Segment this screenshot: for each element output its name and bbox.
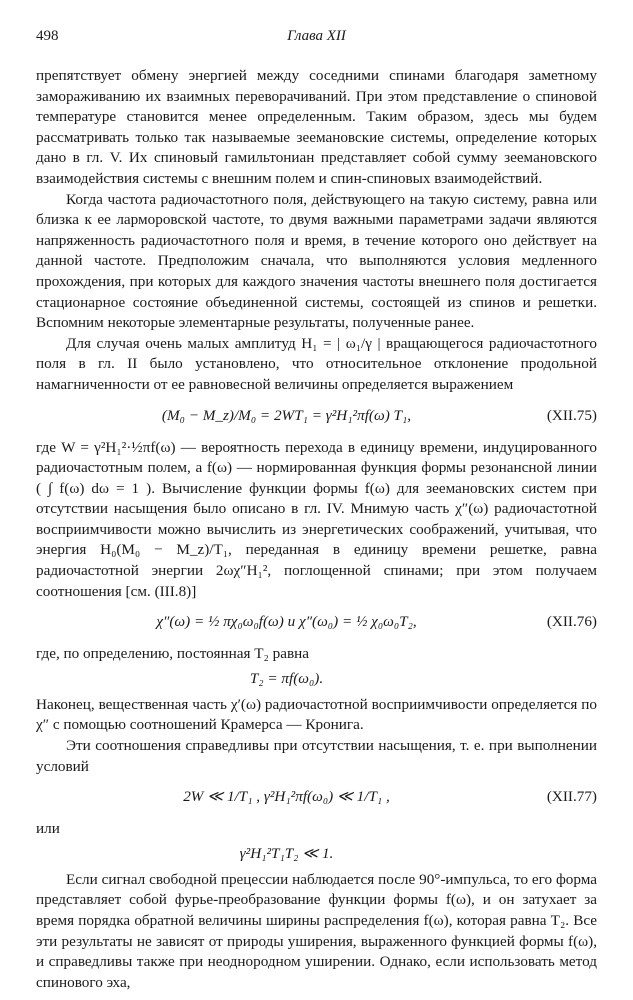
equation-body: T₂ = πf(ω₀). [249,669,324,687]
equation-number: (XII.76) [546,613,597,631]
equation-xii-77 [36,777,597,819]
paragraph-7: Эти соотношения справедливы при отсутствии насыщения, т. е. при выполнении условий [36,737,597,775]
equation-number: (XII.75) [546,406,597,424]
chapter-title: Глава XII [287,28,346,44]
paragraph-2: Когда частота радиочастотного поля, действующего на такую систему, равна или близка к ее ларморовской частоте, то двумя важными параметрами задачи являются напряженность радиочастотного поля и время, в течение которого оно действует на данной частоте. Предположим сначала, что выполняются условия медленного прохождения, при которых для каждого значения частоты внешнего поля достигается стационарное состояние объединенной системы, состоящей из спинов и решетки. Вспомним некоторые элементарные результаты, полученные ранее. [36,190,597,332]
paragraph-6: Наконец, вещественная часть χ′(ω) радиочастотной восприимчивости определяется по χ″ с помощью соотношений Крамерса — Кронига. [36,695,597,734]
paragraph-9: Если сигнал свободной прецессии наблюдается после 90°-импульса, то его форма представляет собой фурье-преобразование функции формы f(ω), и он затухает за время порядка обратной величины ширины распределения f(ω), которая равна T₂. Все эти результаты не зависят от природы уширения, выраженного функцией формы f(ω), и справедливы также при неоднородном уширении. Однако, если использовать метод спинового эха, [36,870,597,991]
equation-body: γ²H₁²T₁T₂ ≪ 1. [239,844,334,862]
paragraph-8: или [36,820,60,838]
paragraph-4: где W = γ²H₁²·½πf(ω) — вероятность перехода в единицу времени, индуцированного радиочастотным полем, а f(ω) — нормированная функция формы резонансной линии ( ∫ f(ω) dω = 1 ). Вычисление функции формы f(ω) для зеемановских систем при отсутствии насыщения было описано в гл. IV. Мнимую часть χ″(ω) радиочастотной восприимчивости можно вычислить из энергетических соображений, учитывая, что энергия H₀(M₀ − M_z)/T₁, переданная в единицу времени решетке, равна радиочастотной энергии 2ωχ″H₁², поглощенной спинами; при этом получаем соотношения [см. (III.8)] [36,438,597,600]
paragraph-1: препятствует обмену энергией между соседними спинами благодаря заметному замораживанию их взаимных переворачиваний. При этом представление о спиновой температуре становится менее определенным. Таким образом, здесь мы будем рассматривать только так называемые зеемановские системы, определение которых дано в гл. V. Их спиновый гамильтониан представляет собой сумму зеемановского взаимодействия системы с внешним полем и спин-спиновых взаимодействий. [36,67,597,187]
equation-t2 [36,665,597,695]
equation-body: (M₀ − M_z)/M₀ = 2WT₁ = γ²H₁²πf(ω) T₁, [161,406,412,424]
equation-xii-76 [36,602,597,644]
equation-body: χ″(ω) = ½ πχ₀ω₀f(ω) и χ″(ω₀) = ½ χ₀ω₀T₂, [156,613,417,631]
equation-xii-77b [36,840,597,870]
paragraph-3: Для случая очень малых амплитуд H₁ = | ω₁/γ | вращающегося радиочастотного поля в гл. II было установлено, что относительное отклонение продольной намагниченности от ее равновесной величины определяется выражением [36,334,597,393]
equation-xii-75 [36,396,597,438]
equation-body: 2W ≪ 1/T₁ , γ²H₁²πf(ω₀) ≪ 1/T₁ , [183,788,390,806]
equation-number: (XII.77) [546,788,597,806]
page-header [36,28,597,48]
page-number: 498 [36,28,59,44]
paragraph-5: где, по определению, постоянная T₂ равна [36,645,309,663]
body-text [36,66,597,993]
